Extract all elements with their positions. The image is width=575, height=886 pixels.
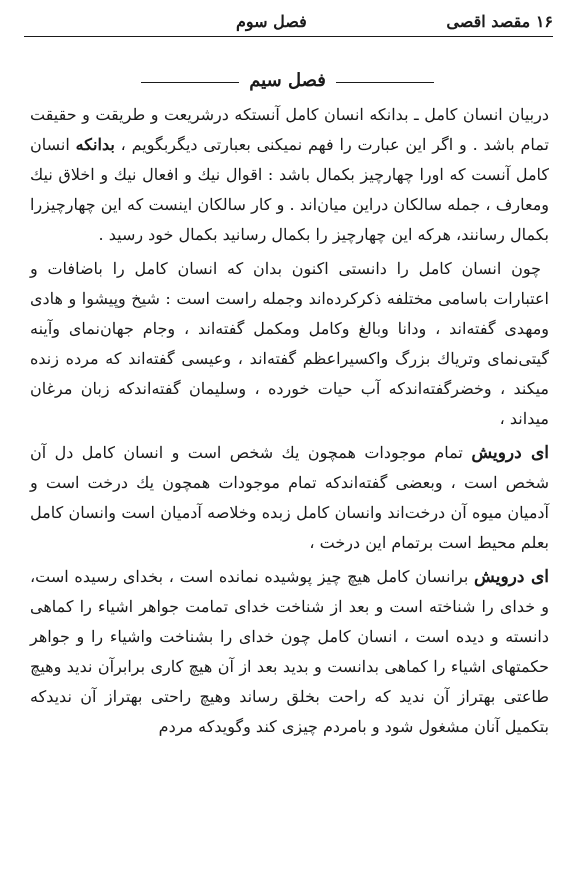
running-head [26, 6, 553, 36]
paragraph-text: برانسان کامل هیچ چیز پوشیده نمانده است ، بخدای رسیده است، و خدای را شناخته است و بعد از شناخت خدای تمامت جواهر اشیاء را کماهی دانسته و دیده است ، انسان کامل چون خدای را بشناخت واشیاء را و جواهر حکمتهای اشیاء را کماهی بدانست و بدید بعد از آن هیچ کاری برابرآن ندید وهیچ طاعتی بهتراز آن ندید که راحت بخلق رساند وهیچ راحتی بهتراز آن ندیدکه بتکمیل آنان مشغول شود و بامردم چیزی کند وگویدکه مردم [30, 567, 549, 736]
paragraph [30, 562, 549, 742]
paragraph-text: انسان کامل آنست که اورا چهارچیز بکمال باشد : اقوال نیك و افعال نیك و اخلاق نیك ومعارف ، جمله سالکان دراین میان‌اند . و کار سالکان اینست که این چهارچیزرا بکمال رسانند، هرکه این چهارچیز را بکمال رسانید بکمال خود رسید . [30, 135, 549, 244]
page-number-and-book-title: ۱۶ مقصد اقصی [446, 11, 553, 31]
paragraph-lead: ای درویش [474, 567, 550, 587]
paragraph-lead: ای درویش [471, 443, 549, 463]
paragraph-text: تمام موجودات همچون یك شخص است و انسان کامل دل آن شخص است ، وبعضی گفته‌اندکه تمام موجودات همچون یك درخت است و آدمیان میوه آن درخت‌اند وانسان کامل زبده وخلاصه آدمیان است وانسان کامل بعلم محیط است برتمام این درخت ، [30, 443, 549, 552]
paragraph [30, 254, 549, 434]
body-text [30, 100, 549, 746]
chapter-name: فصل سوم [236, 11, 307, 31]
section-title: فصل سیم [249, 69, 326, 91]
title-rule-right [336, 82, 434, 83]
header-rule [24, 36, 553, 37]
paragraph [30, 438, 549, 558]
paragraph-text: دربیان انسان کامل ـ بدانکه انسان کامل آنستکه درشریعت و طریقت و حقیقت تمام باشد . و اگر این عبارت را فهم نمیکنی بعبارتی دیگربگویم ، [30, 105, 549, 154]
paragraph-lead: بدانکه [75, 135, 115, 154]
section-heading [0, 68, 575, 92]
paragraph [30, 100, 549, 250]
paragraph-text: چون انسان کامل را دانستی اکنون بدان که انسان کامل را باضافات و اعتبارات باسامی مختلفه ذکرکرده‌اند وجمله راست است : شیخ وپیشوا و هادی ومهدی گفته‌اند ، ودانا وبالغ وکامل ومکمل گفته‌اند ، وجام جهان‌نمای وآینه گیتی‌نمای وتریاك بزرگ واکسیراعظم گفته‌اند ، وعیسی گفته‌اند که مرده زنده میکند ، وخضرگفته‌اندکه آب حیات خورده ، وسلیمان گفته‌اندکه زبان مرغان میداند ، [30, 259, 549, 428]
title-rule-left [141, 82, 239, 83]
